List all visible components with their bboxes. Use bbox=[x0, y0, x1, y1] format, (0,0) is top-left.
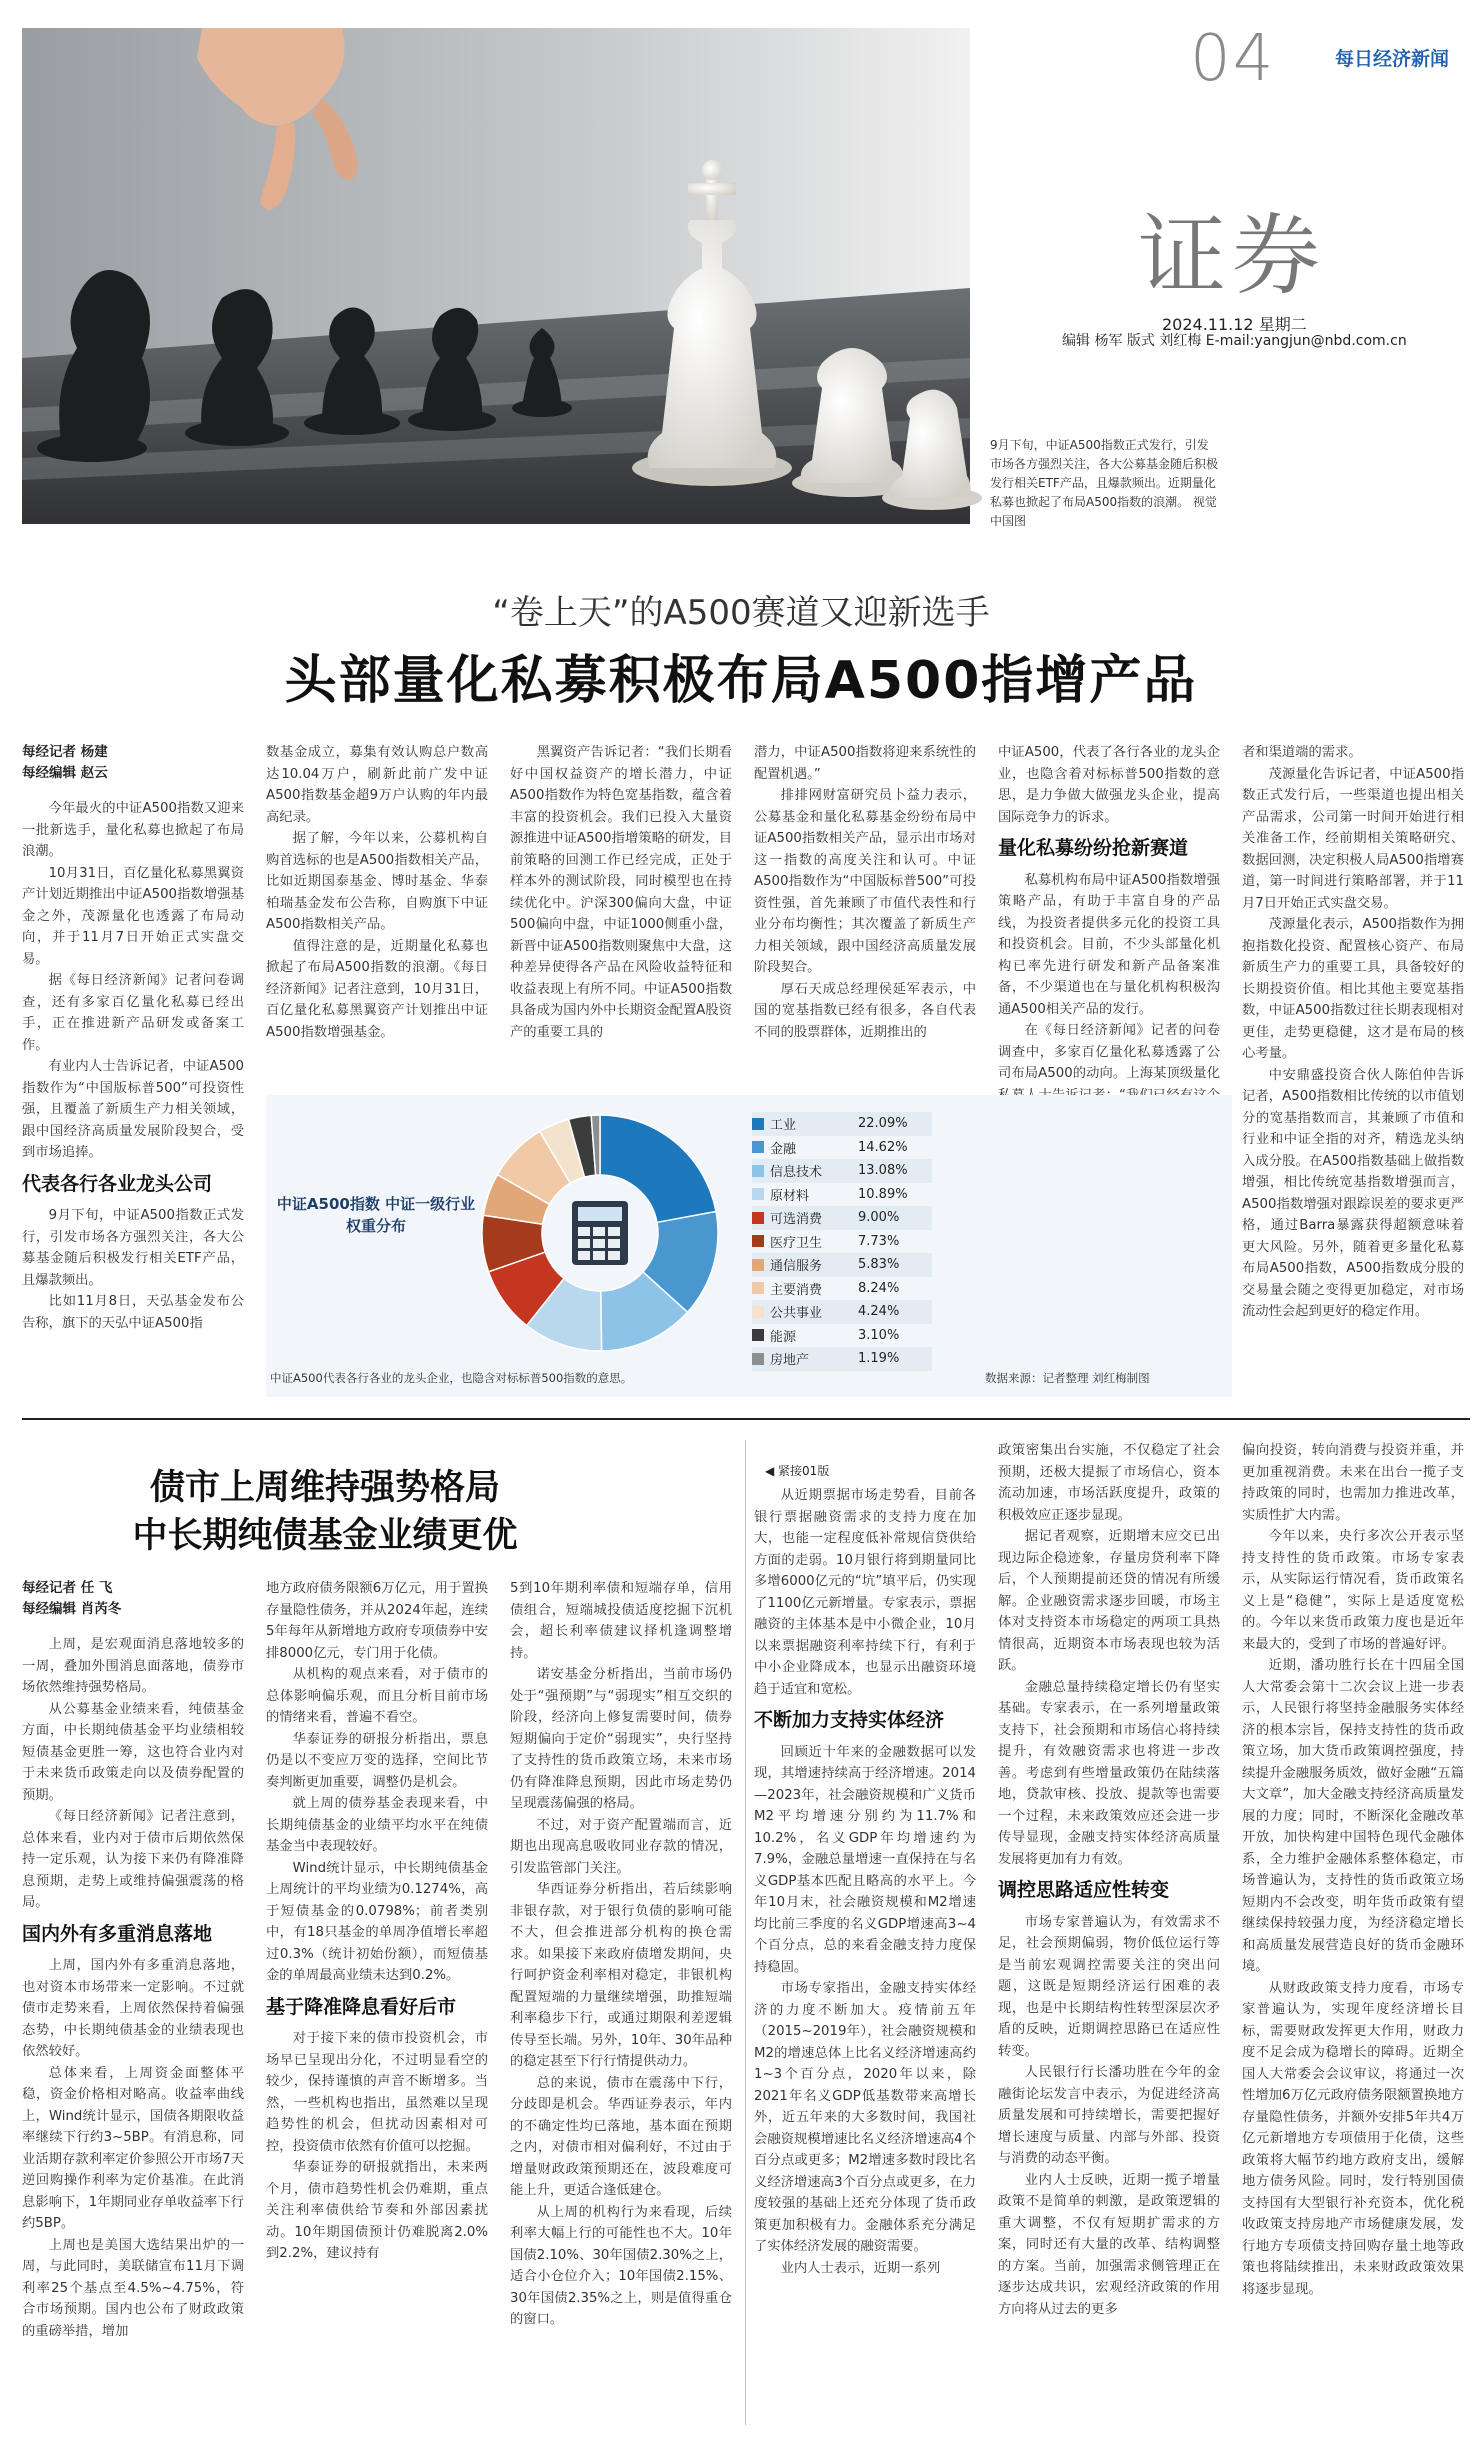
article1-kicker: “卷上天”的A500赛道又迎新选手 bbox=[492, 593, 990, 633]
legend-value: 1.19% bbox=[858, 1351, 900, 1367]
paragraph: 潜力，中证A500指数将迎来系统性的配置机遇。” bbox=[754, 745, 976, 782]
paragraph: 茂源量化表示，A500指数作为拥抱指数化投资、配置核心资产、布局新质生产力的重要工具，具备较好的长期投资价值。相比其他主要宽基指数，中证A500指数过往长期表现相对更佳，走势更稳健，这才是布局的核心考量。 bbox=[1242, 917, 1464, 1061]
paragraph: 有业内人士告诉记者，中证A500指数作为“中国版标普500”可投资性强，且覆盖了新质生产力相关领域，跟中国经济高质量发展阶段契合，受到市场追捧。 bbox=[22, 1059, 244, 1160]
paragraph: 业内人士反映，近期一揽子增量政策不是简单的刺激，是政策逻辑的重大调整，不仅有短期扩需求的方案，同时还有大量的改革、结构调整的方案。当前，加强需求侧管理正在逐步达成共识，宏观经济政策的作用方向将从过去的更多 bbox=[998, 2172, 1220, 2317]
article1-subhead-1: 代表各行各业龙头公司 bbox=[22, 1172, 213, 1195]
legend-item bbox=[752, 1112, 932, 1136]
paragraph: 9月下旬，中证A500指数正式发行，引发市场各方强烈关注，各大公募基金随后积极发行相关ETF产品，且爆款频出。 bbox=[22, 1208, 244, 1288]
issue-date: 2024.11.12 星期二 bbox=[1162, 315, 1307, 334]
legend-swatch bbox=[752, 1141, 764, 1153]
article2-byline-reporter: 每经记者 任 飞 bbox=[22, 1580, 113, 1596]
article2-headline bbox=[60, 1464, 590, 1560]
section-divider bbox=[22, 1418, 1470, 1420]
paragraph: 者和渠道端的需求。 bbox=[1242, 745, 1362, 760]
newspaper-name: 每日经济新闻 bbox=[1335, 48, 1450, 70]
legend-label: 通信服务 bbox=[770, 1259, 823, 1275]
legend-swatch bbox=[752, 1235, 764, 1247]
chess-illustration bbox=[22, 28, 970, 524]
article1-col3 bbox=[510, 742, 732, 1087]
legend-value: 7.73% bbox=[858, 1233, 900, 1249]
chart-source: 数据来源：记者整理 刘红梅制图 bbox=[985, 1371, 1150, 1385]
legend-item bbox=[752, 1230, 932, 1254]
legend-value: 14.62% bbox=[858, 1139, 908, 1155]
article2-col2 bbox=[266, 1578, 488, 2428]
legend-label: 医疗卫生 bbox=[770, 1235, 823, 1251]
legend-item bbox=[752, 1277, 932, 1301]
paragraph: 近期，潘功胜行长在十四届全国人大常委会第十二次会议上进一步表示，人民银行将坚持金融服务实体经济的根本宗旨，保持支持性的货币政策立场，加大货币政策调控强度，持续提升金融服务质效，做好金融“五篇大文章”，加大金融支持经济高质量发展的力度；同时，不断深化金融改革开放，加快构建中国特色现代金融体系，全力维护金融体系整体稳定，市场普遍认为，支持性的货币政策立场短期内不会改变，明年货币政策有望继续保持较强力度，为经济稳定增长和高质量发展营造良好的货币金融环境。 bbox=[1242, 1658, 1464, 1974]
paragraph: 诺安基金分析指出，当前市场仍处于“强预期”与“弱现实”相互交织的阶段，经济向上修复需要时间，债券短期偏向于定价“弱现实”，央行坚持了支持性的货币政策立场，未来市场仍有降准降息预期，因此市场走势仍呈现震荡偏强的格局。 bbox=[510, 1667, 732, 1811]
legend-value: 10.89% bbox=[858, 1186, 908, 1202]
paragraph: 数基金成立，募集有效认购总户数高达10.04万户，刷新此前广发中证A500指数基金超9万户认购的年内最高纪录。 bbox=[266, 745, 488, 825]
article2-headline-line1: 债市上周维持强势格局 bbox=[149, 1468, 500, 1508]
legend-label: 原材料 bbox=[770, 1188, 810, 1204]
legend-swatch bbox=[752, 1188, 764, 1200]
calculator-icon bbox=[572, 1201, 628, 1265]
legend-swatch bbox=[752, 1306, 764, 1318]
legend-label: 公共事业 bbox=[770, 1306, 823, 1322]
section-title: 证券 bbox=[1138, 204, 1327, 307]
paragraph: 从机构的观点来看，对于债市的总体影响偏乐观，而且分析目前市场的情绪来看，普遍不看空。 bbox=[266, 1667, 488, 1725]
legend-value: 5.83% bbox=[858, 1257, 900, 1273]
legend-item bbox=[752, 1183, 932, 1207]
legend-label: 房地产 bbox=[770, 1353, 810, 1369]
legend-item bbox=[752, 1253, 932, 1277]
article2-headline-line2: 中长期纯债基金业绩更优 bbox=[132, 1516, 518, 1556]
legend-value: 3.10% bbox=[858, 1327, 900, 1343]
article2-byline-editor: 每经编辑 肖芮冬 bbox=[22, 1601, 122, 1617]
paragraph: 在《每日经济新闻》记者的问卷调查中，多家百亿量化私募透露了公司布局A500的动向。上海某顶级量化 bbox=[998, 1023, 1220, 1081]
legend-label: 信息技术 bbox=[770, 1165, 823, 1181]
legend-swatch bbox=[752, 1329, 764, 1341]
legend-item bbox=[752, 1159, 932, 1183]
legend-swatch bbox=[752, 1259, 764, 1271]
legend-label: 主要消费 bbox=[770, 1282, 823, 1298]
paragraph: 华泰证券的研报就指出，未来两个月，债市趋势性机会仍难期，重点关注利率债供给节奏和外部因素扰动。10年期国债预计仍难脱离2.0%到2.2%，建议持有 bbox=[266, 2160, 488, 2261]
article1-byline-reporter: 每经记者 杨建 bbox=[22, 744, 108, 760]
paragraph: 就上周的债券基金表现来看，中长期纯债基金的业绩平均水平在纯债基金当中表现较好。 bbox=[266, 1796, 488, 1854]
page-number: 04 bbox=[1190, 22, 1276, 96]
legend-swatch bbox=[752, 1282, 764, 1294]
paragraph: 值得注意的是，近期量化私募也掀起了布局A500指数的浪潮。《每日经济新闻》记者注意到，10月31日，百亿量化私募黑翼资产计划推出中证A500指数增强基金。 bbox=[266, 938, 488, 1040]
legend-swatch bbox=[752, 1118, 764, 1130]
article2-subhead-2: 基于降准降息看好后市 bbox=[266, 1995, 457, 2018]
chart-title: 中证A500指数 中证一级行业权重分布 bbox=[276, 1195, 476, 1235]
paragraph: 排排网财富研究员卜益力表示，公募基金和量化私募基金纷纷布局中证A500指数相关产品，显示出市场对这一指数的高度关注和认可。中证A500指数作为“中国版标普500”可投资性强，首先兼顾了市值代表性和行业分布均衡性；其次覆盖了新质生产力相关领域，跟中国经济高质量发展阶段契合。 bbox=[754, 788, 976, 975]
legend-item bbox=[752, 1324, 932, 1348]
chart-title-box bbox=[276, 1193, 476, 1243]
article1-headline: 头部量化私募积极布局A500指增产品 bbox=[284, 651, 1198, 711]
legend-swatch bbox=[752, 1165, 764, 1177]
paragraph: 从公募基金业绩来看，纯债基金方面，中长期纯债基金平均业绩相较短债基金更胜一筹，这也符合业内对于未来货币政策走向以及债券配置的预期。 bbox=[22, 1701, 244, 1803]
legend-value: 8.24% bbox=[858, 1280, 900, 1296]
paragraph: 华泰证券的研报分析指出，票息仍是以不变应万变的选择，空间比节奏判断更加重要，调整仍是机会。 bbox=[266, 1731, 488, 1790]
legend-item bbox=[752, 1206, 932, 1230]
pie-chart bbox=[450, 1108, 760, 1358]
paragraph: 中安鼎盛投资合伙人陈伯仲告诉记者，A500指数相比传统的以市值划分的宽基指数而言，其兼顾了市值和行业和中证全指的对齐，精选龙头纳入成分股。在A500指数基础上做指数增强，相比传统宽基指数增强而言，A500指数增强对跟踪误差的要求更严格，通过Barra暴露获得超额意味着更大风险。另外，随着更多量化私募布局A500指数，A500指数成分股的交易量会随之变得更加稳定，对市场流动性会起到更好的稳定作用。 bbox=[1242, 1067, 1464, 1319]
article2-col6 bbox=[1242, 1440, 1464, 2425]
chess-photo bbox=[22, 28, 970, 524]
paragraph: 地方政府债务限额6万亿元，用于置换存量隐性债务，并从2024年起，连续5年每年从新增地方政府专项债券中安排8000亿元，专门用于化债。 bbox=[266, 1581, 488, 1661]
paragraph: 从财政政策支持力度看，市场专家普遍认为，实现年度经济增长目标，需要财政发挥更大作用，财政力度不足会成为稳增长的障碍。近期全国人大常委会会议审议，将通过一次性增加6万亿元政府债务限额置换地方存量隐性债务，并额外安排5年共4万亿元新增地方专项债用于化债，这些政策将大幅节约地方政府支出，缓解地方债务风险。同时，发行特别国债支持国有大型银行补充资本，优化税收政策支持房地产市场健康发展，发行地方专项债支持回购存量土地等政策也将陆续推出，未来财政政策效果将逐步显现。 bbox=[1242, 1980, 1464, 2297]
article2-subhead-3: 不断加力支持实体经济 bbox=[754, 1709, 945, 1731]
paragraph: 上周，国内外有多重消息落地，也对资本市场带来一定影响。不过就债市走势来看，上周依然保持着偏强态势，中长期纯债基金的业绩表现也依然较好。 bbox=[22, 1958, 244, 2059]
legend-item bbox=[752, 1347, 932, 1371]
paragraph: 今年最火的中证A500指数又迎来一批新选手，量化私募也掀起了布局浪潮。 bbox=[22, 801, 244, 859]
article2-col3 bbox=[510, 1578, 732, 2428]
article2-col1 bbox=[22, 1578, 244, 2428]
paragraph: 今年以来，央行多次公开表示坚持支持性的货币政策。市场专家表示，从实际运行情况看，货币政策名义上是“稳健”，实际上是适度宽松的。今年以来货币政策力度也是近年来最大的，受到了市场的普遍好评。 bbox=[1242, 1529, 1464, 1652]
paragraph: 厚石天成总经理侯延军表示，中国的宽基指数已经有很多，各自代表不同的股票群体，近期推出的 bbox=[754, 981, 976, 1040]
legend-item bbox=[752, 1300, 932, 1324]
paragraph: 上周，是宏观面消息落地较多的一周，叠加外围消息面落地，债券市场依然维持强势格局。 bbox=[22, 1637, 244, 1695]
paragraph: 不过，对于资产配置端而言，近期也出现高息吸收同业存款的情况，引发监管部门关注。 bbox=[510, 1817, 732, 1876]
legend-value: 13.08% bbox=[858, 1163, 908, 1179]
paragraph: 据记者观察，近期增末应交已出现边际企稳迹象，存量房贷利率下降后，个人预期提前还贷的情况有所缓解。企业融资需求逐步回暖，市场主体对支持资本市场稳定的两项工具热情很高，近期资本市场表现也较为活跃。 bbox=[998, 1529, 1220, 1673]
article1-byline-editor: 每经编辑 赵云 bbox=[22, 765, 108, 781]
article1-subhead-2: 量化私募纷纷抢新赛道 bbox=[998, 837, 1189, 859]
legend-value: 4.24% bbox=[858, 1304, 900, 1320]
paragraph: 茂源量化告诉记者，中证A500指数正式发行后，一些渠道也提出相关产品需求，公司第一时间开始进行相关准备工作，经前期相关策略研究、数据回测，决定积极人局A500指增赛道，第一时间进行策略部署，并于11月7日开始正式实盘交易。 bbox=[1242, 766, 1464, 911]
legend-value: 9.00% bbox=[858, 1210, 900, 1226]
paragraph: 对于接下来的债市投资机会，市场早已呈现出分化，不过明显看空的较少，保持谨慎的声音不断增多。当然，一些机构也指出，虽然难以呈现趋势性的机会，但扰动因素相对可控，投资债市依然有价值可以挖掘。 bbox=[266, 2031, 488, 2154]
article2-col4 bbox=[754, 1485, 976, 2425]
legend-item bbox=[752, 1136, 932, 1160]
article1-col2 bbox=[266, 742, 488, 1087]
paragraph: 5到10年期利率债和短端存单，信用债组合，短端城投债适度挖掘下沉机会，超长利率债建议择机逢调整增持。 bbox=[510, 1581, 732, 1661]
chart-legend bbox=[752, 1112, 932, 1371]
article1-col6 bbox=[1242, 742, 1464, 1382]
legend-value: 22.09% bbox=[858, 1116, 908, 1132]
chart-caption: 中证A500代表各行各业的龙头企业，也隐含对标标普500指数的意思。 bbox=[270, 1371, 633, 1385]
paragraph: 据了解，今年以来，公募机构自购首选标的也是A500指数相关产品，比如近期国泰基金、博时基金、华泰柏瑞基金发布公告称，自购旗下中证A500指数相关产品。 bbox=[266, 831, 488, 932]
article2-col5 bbox=[998, 1440, 1220, 2425]
paragraph: 中证A500，代表了各行各业的龙头企业，也隐含着对标标普500指数的意思，是力争做大做强龙头企业，提高国际竞争力的诉求。 bbox=[998, 745, 1220, 825]
paragraph: 市场专家指出，金融支持实体经济的力度不断加大。疫情前五年（2015~2019年），社会融资规模和M2的增速总体上比名义经济增速高约1~3个百分点，2020年以来，除2021年名义GDP低基数带来高增长外，近五年来的大多数时间，我国社会融资规模增速比名义经济增速高4个百分点或更多；M2增速多数时段比名义经济增速高3个百分点或更多，在力度较强的基础上还充分体现了货币政策更加积极有力。金融体系充分满足了实体经济发展的融资需要。 bbox=[754, 1981, 976, 2254]
legend-label: 工业 bbox=[770, 1118, 797, 1134]
paragraph: 回顾近十年来的金融数据可以发现，其增速持续高于经济增速。2014—2023年，社会融资规模和广义货币M2平均增速分别约为11.7%和10.2%，名义GDP年均增速约为7.9%，金融总量增速一直保持在与名义GDP基本匹配且略高的水平上。今年10月末，社会融资规模和M2增速均比前三季度的名义GDP增速高3~4个百分点，总的来看金融支持力度保持稳固。 bbox=[754, 1744, 976, 1975]
paragraph: 偏向投资，转向消费与投资并重，并更加重视消费。未来在出台一揽子支持政策的同时，也需加力推进改革，实质性扩大内需。 bbox=[1242, 1443, 1464, 1523]
photo-caption: 9月下旬，中证A500指数正式发行，引发市场各方强烈关注，各大公募基金随后积极发行相关ETF产品，且爆款频出。近期量化私募也掀起了布局A500指数的浪潮。 视觉中国图 bbox=[990, 438, 1219, 528]
paragraph: 黑翼资产告诉记者：“我们长期看好中国权益资产的增长潜力，中证A500指数作为特色宽基指数，蕴含着丰富的投资机会。我们已投入大量资源推进中证A500指增策略的研发，目前策略的回测工作已经完成，正处于样本外的测试阶段，同时模型也在持续优化中。沪深300偏向大盘，中证500偏向中盘，中证1000侧重小盘，新晋中证A500指数则聚焦中大盘，这种差异使得各产品在风险收益特征和收益表现上有所不同。中证A500指数具备成为国内外中长期资金配置A股资产的重要工具的 bbox=[510, 745, 732, 1040]
article2-subhead-1: 国内外有多重消息落地 bbox=[22, 1922, 213, 1945]
column-divider bbox=[745, 1440, 746, 2425]
paragraph: 从上周的机构行为来看现，后续利率大幅上行的可能性也不大。10年国债2.10%、30年国债2.30%之上，适合小仓位介入；10年国债2.15%、30年国债2.35%之上，则是值得重仓的窗口。 bbox=[510, 2204, 732, 2327]
paragraph: 总体来看，上周资金面整体平稳，资金价格相对略高。收益率曲线上，Wind统计显示，国债各期限收益率继续下行约3~5BP。有消息称，同业活期存款利率定价参照公开市场7天逆回购操作利率为定价基准。在此消息影响下，1年期同业存单收益率下行约5BP。 bbox=[22, 2065, 244, 2231]
paragraph: 金融总量持续稳定增长仍有坚实基础。专家表示，在一系列增量政策支持下，社会预期和市场信心将持续提升，有效融资需求也将进一步改善。考虑到有些增量政策仍在陆续落地，贷款审核、投放、提款等也需要一个过程，未来政策效应还会进一步传导显现，金融支持实体经济高质量发展将更加有力有效。 bbox=[998, 1679, 1220, 1867]
paragraph: 《每日经济新闻》记者注意到，总体来看，业内对于债市后期依然保持一定乐观，认为接下来仍有降准降息预期，走势上或维持偏强震荡的格局。 bbox=[22, 1809, 244, 1910]
paragraph: 据《每日经济新闻》记者问卷调查，还有多家百亿量化私募已经出手，正在推进新产品研发或备案工作。 bbox=[22, 973, 244, 1053]
legend-label: 可选消费 bbox=[770, 1212, 823, 1228]
legend-label: 金融 bbox=[770, 1141, 797, 1157]
continued-tag: ◀ 紧接01版 bbox=[765, 1464, 830, 1478]
paragraph: 上周也是美国大选结果出炉的一周，与此同时，美联储宣布11月下调利率25个基点至4.5%~4.75%，符合市场预期。国内也公布了财政政策的重磅举措，增加 bbox=[22, 2237, 244, 2339]
paragraph: 比如11月8日，天弘基金发布公告称，旗下的天弘中证A500指 bbox=[22, 1294, 244, 1331]
page-editors: 编辑 杨军 版式 刘红梅 E-mail:yangjun@nbd.com.cn bbox=[1062, 333, 1407, 349]
paragraph: Wind统计显示，中长期纯债基金上周统计的平均业绩为0.1274%，高于短债基金的0.0798%；前者类别中，有18只基金的单周净值增长率超过0.3%（统计初始份额），而短债基金的单周最高业绩未达到0.2%。 bbox=[266, 1860, 488, 1983]
paragraph: 总的来说，债市在震荡中下行，分歧即是机会。华西证券表示，年内的不确定性均已落地，基本面在预期之内，对债市相对偏利好，不过由于增量财政政策预期还在，波段难度可能上升，更适合逢低建仓。 bbox=[510, 2075, 732, 2198]
paragraph: 华西证券分析指出，若后续影响非银存款，对于银行负债的影响可能不大，但会推进部分机构的换仓需求。如果接下来政府债增发期间，央行呵护资金利率相对稳定，非银机构配置短端的力量继续增强，助推短端利率稳步下行，或通过期限利差逻辑传导至长端。另外，10年、30年品种的稳定甚至下行行情提供动力。 bbox=[510, 1882, 732, 2069]
article1-col1 bbox=[22, 742, 244, 1382]
paragraph: 私募机构布局中证A500指数增强策略产品，有助于丰富自身的产品线，为投资者提供多元化的投资工具和投资机会。目前，不少头部量化机构已率先进行研发和新产品备案准备，不少渠道也在与量化机构积极沟通A500相关产品的发行。 bbox=[998, 872, 1220, 1017]
paragraph: 业内人士表示，近期一系列 bbox=[780, 2260, 941, 2276]
legend-label: 能源 bbox=[770, 1329, 797, 1345]
paragraph: 10月31日，百亿量化私募黑翼资产计划近期推出中证A500指数增强基金之外，茂源量化也透露了布局动向，并于11月7日开始正式实盘交易。 bbox=[22, 865, 244, 967]
paragraph: 人民银行行长潘功胜在今年的金融街论坛发言中表示，为促进经济高质量发展和可持续增长，需要把握好增长速度与质量、内部与外部、投资与消费的动态平衡。 bbox=[998, 2065, 1220, 2166]
paragraph: 政策密集出台实施，不仅稳定了社会预期，还极大提振了市场信心，资本流动加速，市场活跃度提升，政策的积极效应正逐步显现。 bbox=[998, 1443, 1220, 1523]
legend-swatch bbox=[752, 1353, 764, 1365]
article1-col5 bbox=[998, 742, 1220, 1087]
article2-subhead-4: 调控思路适应性转变 bbox=[998, 1879, 1170, 1901]
article1-col4 bbox=[754, 742, 976, 1087]
paragraph: 从近期票据市场走势看，目前各银行票据融资需求的支持力度在加大，也能一定程度低补常规信贷供给方面的走弱。10月银行将到期量同比多增6000亿元的“坑”填平后，仍实现了1100亿元新增量。专家表示，票据融资的主体基本是中小微企业，10月以来票据融资利率持续下行，有利于中小企业降成本，也显示出融资环境趋于适宜和宽松。 bbox=[754, 1488, 976, 1697]
legend-swatch bbox=[752, 1212, 764, 1224]
paragraph: 市场专家普遍认为，有效需求不足，社会预期偏弱，物价低位运行等是当前宏观调控需要关注的突出问题，这既是短期经济运行困难的表现，也是中长期结构性转型深层次矛盾的反映，近期调控思路已在适应性转变。 bbox=[998, 1914, 1220, 2059]
